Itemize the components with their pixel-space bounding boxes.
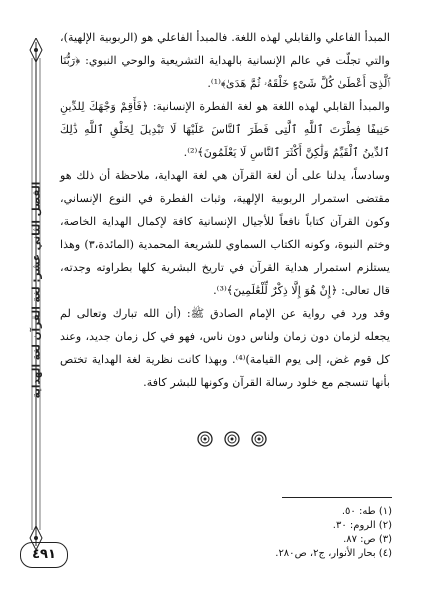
footnote-1: (١) طه: ٥٠. — [341, 506, 392, 517]
footnote-3: (٣) ص: ٨٧. — [343, 534, 392, 545]
paragraph-3: وسادساً، يدلنا على أن لغة القرآن هي لغة الهداية، ملاحظة أن ذلك هو مقتضى استمرار الربوبية الإلهية، وثبات الفطرة في النوع الإنساني، وكون القرآن كتاباً نافعاً للأجيال الإنسانية كافة لإكمال الهداية الخاصة، وختم النبوة، وكونه الكتاب السماوي للشريعة المحمدية (المائدة،٣) وهذا يستلزم استمرار هداية القرآن في تاريخ البشرية كلها بطراوته وجدته، قال تعالى: ﴿إِنْ هُوَ إِلَّا ذِكْرٌ لِّلْعَٰلَمِينَ﴾⁽³⁾. — [60, 169, 390, 297]
flower-ornament-icon — [251, 431, 267, 447]
flower-ornament-icon — [197, 431, 213, 447]
footnote-4: (٤) بحار الأنوار، ج٢، ص٢٨٠. — [275, 548, 392, 559]
flower-ornament-icon — [224, 431, 240, 447]
footnotes — [150, 505, 392, 561]
page-number: ٤٩١ — [20, 542, 68, 568]
running-head-text: الفصل الثاني عشر: لغة القرآن لغة الهداية — [30, 181, 43, 399]
running-head — [14, 140, 58, 440]
footnote-rule — [282, 497, 392, 498]
paragraph-1: المبدأ الفاعلي والقابلي لهذه اللغة. فالمبدأ الفاعلي هو (الربوبية الإلهية)، والتي تجلّت في عالم الإنسانية بالهداية التشريعية والوحي النبوي: ﴿رَبُّنَا ٱلَّذِىٓ أَعْطَىٰ كُلَّ شَىْءٍ خَلْقَهُۥ ثُمَّ هَدَىٰ﴾⁽¹⁾. — [60, 31, 390, 90]
paragraph-2: والمبدأ القابلي لهذه اللغة هو لغة الفطرة الإنسانية: ﴿فَأَقِمْ وَجْهَكَ لِلدِّينِ حَنِيفًا فِطْرَتَ ٱللَّهِ ٱلَّتِى فَطَرَ ٱلنَّاسَ عَلَيْهَا لَا تَبْدِيلَ لِخَلْقِ ٱللَّهِ ذَٰلِكَ ٱلدِّينُ ٱلْقَيِّمُ وَلَٰكِنَّ أَكْثَرَ ٱلنَّاسِ لَا يَعْلَمُونَ﴾⁽²⁾. — [60, 100, 390, 159]
paragraph-4: وقد ورد في رواية عن الإمام الصادق ﷺ: (أن الله تبارك وتعالى لم يجعله لزمان دون زمان ولناس دون ناس، فهو في كل زمان جديد، وعند كل قوم غض، إلى يوم القيامة)⁽⁴⁾. وبهذا كانت نظرية لغة الهداية تختص بأنها تنسجم مع خلود رسالة القرآن وكونها للبشر كافة. — [60, 307, 390, 389]
section-divider — [197, 431, 267, 451]
main-text — [60, 26, 390, 394]
footnote-2: (٢) الروم: ٣٠. — [332, 520, 392, 531]
